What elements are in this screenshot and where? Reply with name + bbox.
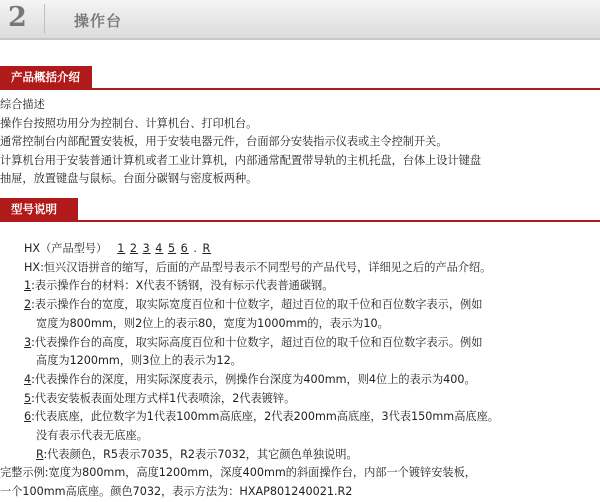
model-item bbox=[0, 277, 499, 296]
item-key: 4 bbox=[24, 372, 32, 386]
item-key: 1 bbox=[24, 279, 32, 293]
model-code-digit: 3 bbox=[142, 242, 151, 255]
item-key: R bbox=[36, 447, 44, 461]
chapter-number: 2 bbox=[8, 2, 27, 33]
item-key: 2 bbox=[24, 298, 32, 312]
model-code-line bbox=[0, 240, 499, 259]
example-line: 一个100mm高底座。颜色7032，表示方法为：HXAP801240021.R2 bbox=[0, 485, 353, 499]
intro-line: 通常控制台内部配置安装板，用于安装电器元件，台面部分安装指示仪表或主令控制开关。 bbox=[0, 135, 448, 149]
model-item bbox=[0, 446, 499, 465]
header-divider bbox=[44, 4, 45, 34]
model-item bbox=[0, 390, 499, 409]
product-intro-text bbox=[0, 96, 481, 189]
model-item bbox=[0, 296, 499, 315]
item-continuation: 没有表示代表无底座。 bbox=[36, 429, 148, 443]
model-description bbox=[0, 240, 499, 502]
model-code-digit: R bbox=[202, 242, 212, 255]
model-code-digit: 5 bbox=[167, 242, 177, 255]
model-code-digit: 4 bbox=[155, 242, 164, 255]
model-item bbox=[0, 334, 499, 353]
item-continuation: 宽度为800mm，则2位上的表示80，宽度为1000mm的，表示为10。 bbox=[36, 316, 389, 330]
section-tab-product-intro: 产品概括介绍 bbox=[0, 66, 92, 88]
chapter-title: 操作台 bbox=[74, 12, 123, 30]
item-text: :代表操作台的高度，取实际高度百位和十位数字，超过百位的取千位和百位数字表示。例如 bbox=[31, 335, 483, 349]
item-key: 5 bbox=[24, 391, 32, 405]
intro-line: 操作台按照功用分为控制台、计算机台、打印机台。 bbox=[0, 116, 258, 130]
model-code-digit: 2 bbox=[129, 242, 139, 255]
model-item bbox=[0, 408, 499, 427]
intro-line: 计算机台用于安装普通计算机或者工业计算机，内部通常配置带导轨的主机托盘，台体上设计键盘 bbox=[0, 153, 482, 167]
item-key: 6 bbox=[24, 410, 32, 424]
item-text: :表示操作台的宽度，取实际宽度百位和十位数字，超过百位的取千位和百位数字表示，例如 bbox=[31, 298, 483, 312]
section-tab-model: 型号说明 bbox=[0, 198, 78, 220]
intro-line: 综合描述 bbox=[0, 98, 45, 111]
hx-explanation: HX:恒兴汉语拼音的缩写，后面的产品型号表示不同型号的产品代号，详细见之后的产品介绍。 bbox=[24, 260, 492, 274]
model-code-digits: 1 2 3 4 5 6 . R bbox=[117, 242, 212, 255]
chapter-header bbox=[0, 0, 600, 40]
model-code-digit: 1 bbox=[117, 242, 126, 255]
item-key: 3 bbox=[24, 335, 32, 349]
item-text: :代表安装板表面处理方式样1代表喷涂，2代表镀锌。 bbox=[31, 391, 296, 405]
item-text: :表示操作台的材料：X代表不锈钢，没有标示代表普通碳钢。 bbox=[31, 279, 334, 293]
item-text: :代表底座，此位数字为1代表100mm高底座，2代表200mm高底座，3代表150mm高底座。 bbox=[31, 410, 499, 424]
model-item bbox=[0, 371, 499, 390]
section-product-intro-header bbox=[0, 66, 600, 90]
example-line: 完整示例:宽度为800mm，高度1200mm，深度400mm的斜面操作台，内部一个镀锌安装板， bbox=[0, 466, 476, 480]
section-model-header bbox=[0, 198, 600, 222]
item-text: :代表颜色，R5表示7035，R2表示7032，其它颜色单独说明。 bbox=[43, 447, 358, 461]
model-code-digit: 6 bbox=[180, 242, 189, 255]
intro-line: 抽屉，放置键盘与鼠标。台面分碳钢与密度板两种。 bbox=[0, 172, 258, 186]
item-text: :代表操作台的深度，用实际深度表示，例操作台深度为400mm，则4位上的表示为400。 bbox=[31, 372, 476, 386]
model-code-prefix: HX（产品型号） bbox=[24, 242, 108, 255]
item-continuation: 高度为1200mm，则3位上的表示为12。 bbox=[36, 354, 242, 368]
